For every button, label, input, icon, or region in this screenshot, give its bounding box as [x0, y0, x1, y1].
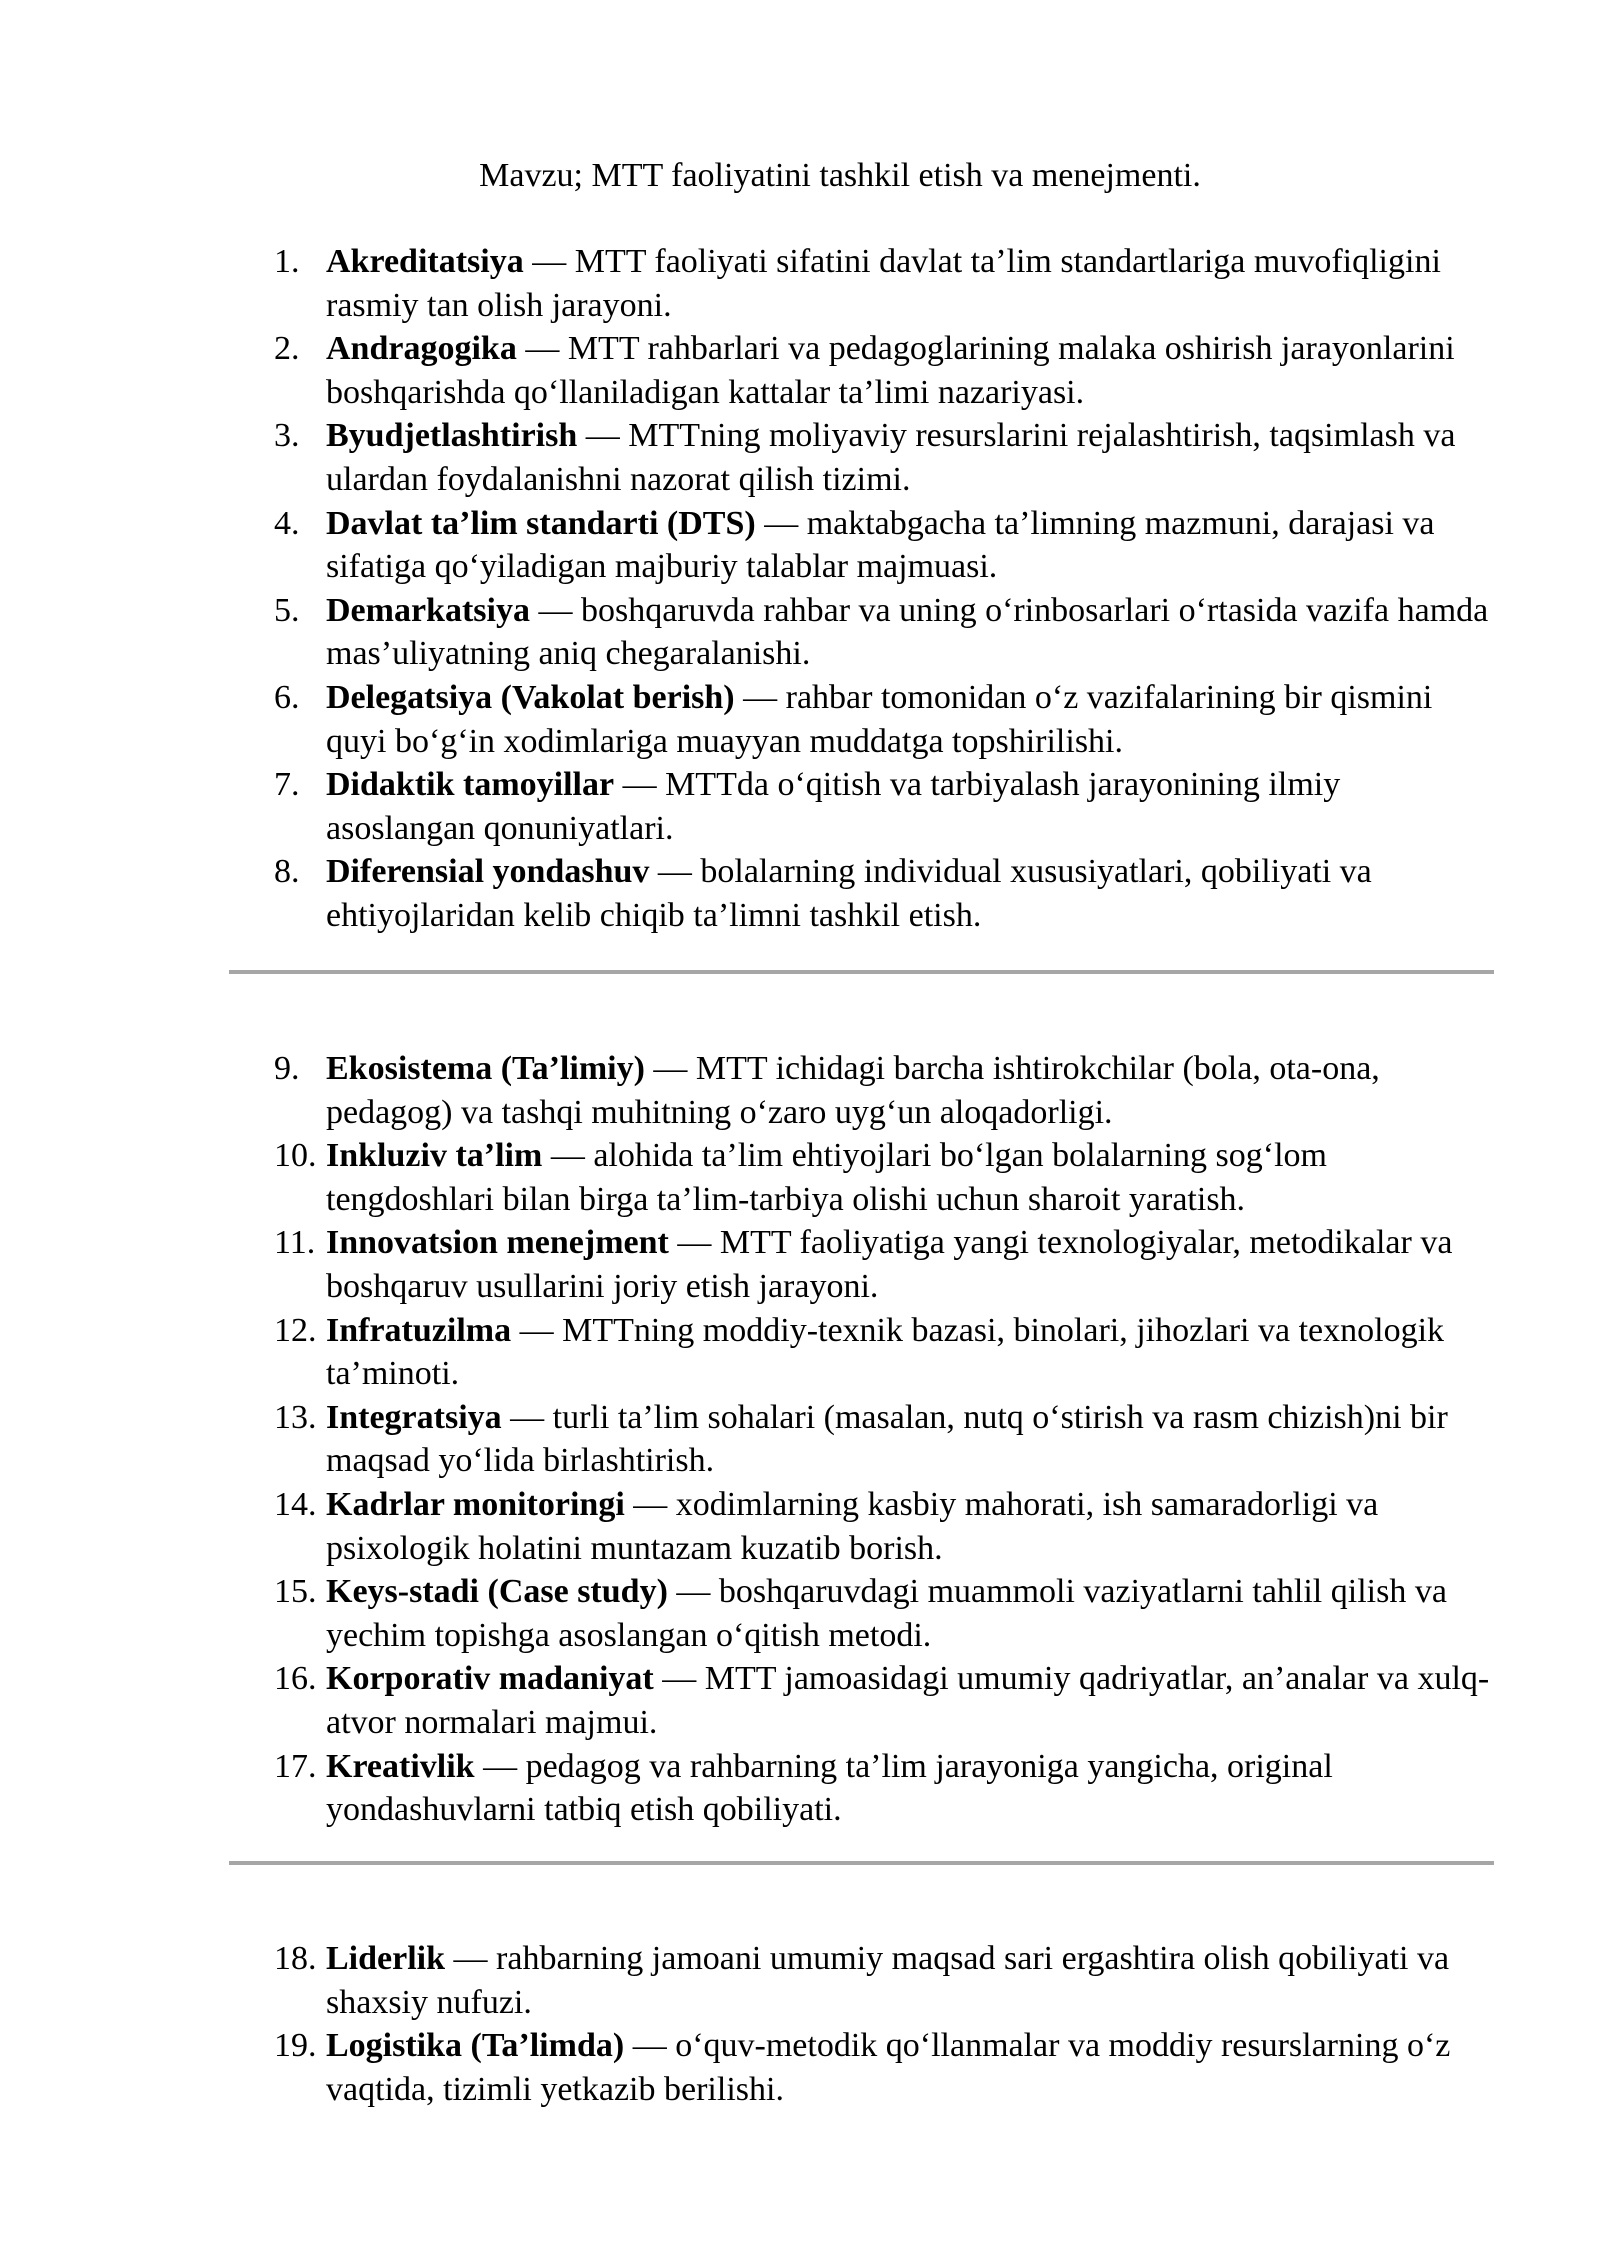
term-definition: — MTT rahbarlari va pedagoglarining malaka oshirish jarayonlarini boshqarishda qo‘llaniladigan kattalar ta’limi nazariyasi. [326, 330, 1455, 411]
term-name: Kadrlar monitoringi [326, 1485, 625, 1523]
term-definition: — boshqaruvdagi muammoli vaziyatlarni tahlil qilish va yechim topishga asoslangan o‘qitish metodi. [326, 1573, 1447, 1654]
list-item [274, 1937, 1494, 2024]
list-item-number: 10. [274, 1137, 317, 1175]
term-definition: — bolalarning individual xususiyatlari, qobiliyati va ehtiyojlaridan kelib chiqib ta’limni tashkil etish. [326, 853, 1372, 934]
term-name: Ekosistema (Ta’limiy) [326, 1050, 645, 1087]
term-list-section-2 [274, 1047, 1494, 1832]
list-item [274, 1221, 1494, 1308]
term-name: Byudjetlashtirish [326, 417, 578, 455]
section-divider [229, 970, 1494, 974]
list-item [274, 1570, 1494, 1657]
term-definition: — xodimlarning kasbiy mahorati, ish samaradorligi va psixologik holatini muntazam kuzatib borish. [326, 1485, 1379, 1567]
term-name: Didaktik tamoyillar [326, 766, 615, 804]
term-name: Integratsiya [326, 1398, 502, 1436]
term-name: Andragogika [326, 330, 517, 368]
term-definition: — alohida ta’lim ehtiyojlari bo‘lgan bolalarning sog‘lom tengdoshlari bilan birga ta’lim-tarbiya olishi uchun sharoit yaratish. [326, 1137, 1327, 1218]
list-item [274, 1309, 1494, 1396]
term-definition: — rahbarning jamoani umumiy maqsad sari ergashtira olish qobiliyati va shaxsiy nufuzi. [326, 1940, 1450, 2021]
list-item-number: 8. [274, 853, 300, 891]
term-list-section-1 [274, 240, 1494, 938]
list-item [274, 850, 1494, 937]
list-item-number: 6. [274, 678, 300, 716]
term-definition: — maktabgacha ta’limning mazmuni, darajasi va sifatiga qo‘yiladigan majburiy talablar majmuasi. [326, 504, 1435, 586]
list-item [274, 589, 1494, 676]
term-definition: — MTT ichidagi barcha ishtirokchilar (bola, ota-ona, pedagog) va tashqi muhitning o‘zaro uyg‘un aloqadorligi. [326, 1050, 1380, 1131]
list-item-number: 16. [274, 1660, 317, 1698]
list-item-number: 5. [274, 591, 300, 629]
term-name: Keys-stadi (Case study) [326, 1573, 668, 1611]
term-definition: — MTTning moddiy-texnik bazasi, binolari, jihozlari va texnologik ta’minoti. [326, 1311, 1445, 1393]
term-definition: — o‘quv-metodik qo‘llanmalar va moddiy resurslarning o‘z vaqtida, tizimli yetkazib berilishi. [326, 2027, 1451, 2108]
section-divider [229, 1861, 1494, 1865]
term-definition: — MTTning moliyaviy resurslarini rejalashtirish, taqsimlash va ulardan foydalanishni nazorat qilish tizimi. [326, 417, 1456, 498]
term-name: Delegatsiya (Vakolat berish) [326, 678, 735, 716]
term-name: Infratuzilma [326, 1311, 512, 1349]
term-definition: — MTT faoliyatiga yangi texnologiyalar, metodikalar va boshqaruv usullarini joriy etish jarayoni. [326, 1224, 1453, 1305]
list-item [274, 2024, 1494, 2111]
term-definition: — pedagog va rahbarning ta’lim jarayoniga yangicha, original yondashuvlarni tatbiq etish qobiliyati. [326, 1747, 1333, 1829]
term-name: Korporativ madaniyat [326, 1660, 654, 1698]
term-name: Akreditatsiya [326, 243, 524, 280]
term-definition: — boshqaruvda rahbar va uning o‘rinbosarlari o‘rtasida vazifa hamda mas’uliyatning aniq chegaralanishi. [326, 591, 1489, 673]
term-name: Logistika (Ta’limda) [326, 2027, 625, 2065]
list-item [274, 763, 1494, 850]
list-item [274, 676, 1494, 763]
term-name: Inkluziv ta’lim [326, 1137, 543, 1175]
list-item [274, 1047, 1494, 1134]
list-item-number: 11. [274, 1224, 316, 1262]
term-name: Innovatsion menejment [326, 1224, 669, 1262]
list-item-number: 15. [274, 1573, 317, 1611]
list-item [274, 1134, 1494, 1221]
list-item [274, 1396, 1494, 1483]
list-item-number: 7. [274, 766, 300, 804]
term-definition: — turli ta’lim sohalari (masalan, nutq o‘stirish va rasm chizish)ni bir maqsad yo‘lida birlashtirish. [326, 1398, 1448, 1480]
list-item-number: 3. [274, 417, 300, 455]
list-item [274, 1483, 1494, 1570]
list-item-number: 2. [274, 330, 300, 368]
term-definition: — MTT jamoasidagi umumiy qadriyatlar, an’analar va xulq-atvor normalari majmui. [326, 1660, 1490, 1741]
list-item [274, 1657, 1494, 1744]
list-item [274, 1745, 1494, 1832]
term-definition: — rahbar tomonidan o‘z vazifalarining bir qismini quyi bo‘g‘in xodimlariga muayyan muddatga topshirilishi. [326, 678, 1433, 760]
term-definition: — MTT faoliyati sifatini davlat ta’lim standartlariga muvofiqligini rasmiy tan olish jarayoni. [326, 243, 1441, 324]
term-list-section-3 [274, 1937, 1494, 2111]
list-item-number: 14. [274, 1485, 317, 1523]
term-name: Liderlik [326, 1940, 446, 1977]
term-name: Demarkatsiya [326, 591, 530, 629]
term-definition: — MTTda o‘qitish va tarbiyalash jarayonining ilmiy asoslangan qonuniyatlari. [326, 766, 1341, 847]
list-item-number: 12. [274, 1311, 317, 1349]
list-item-number: 9. [274, 1050, 300, 1087]
list-item-number: 4. [274, 504, 300, 542]
list-item [274, 414, 1494, 501]
list-item [274, 502, 1494, 589]
list-item-number: 17. [274, 1747, 317, 1785]
page-title: Mavzu; MTT faoliyatini tashkil etish va menejmenti. [479, 157, 1201, 194]
list-item [274, 240, 1494, 327]
term-name: Kreativlik [326, 1747, 475, 1785]
list-item [274, 327, 1494, 414]
list-item-number: 13. [274, 1398, 317, 1436]
term-name: Diferensial yondashuv [326, 853, 650, 891]
list-item-number: 18. [274, 1940, 317, 1977]
list-item-number: 19. [274, 2027, 317, 2065]
term-name: Davlat ta’lim standarti (DTS) [326, 504, 756, 542]
list-item-number: 1. [274, 243, 300, 280]
